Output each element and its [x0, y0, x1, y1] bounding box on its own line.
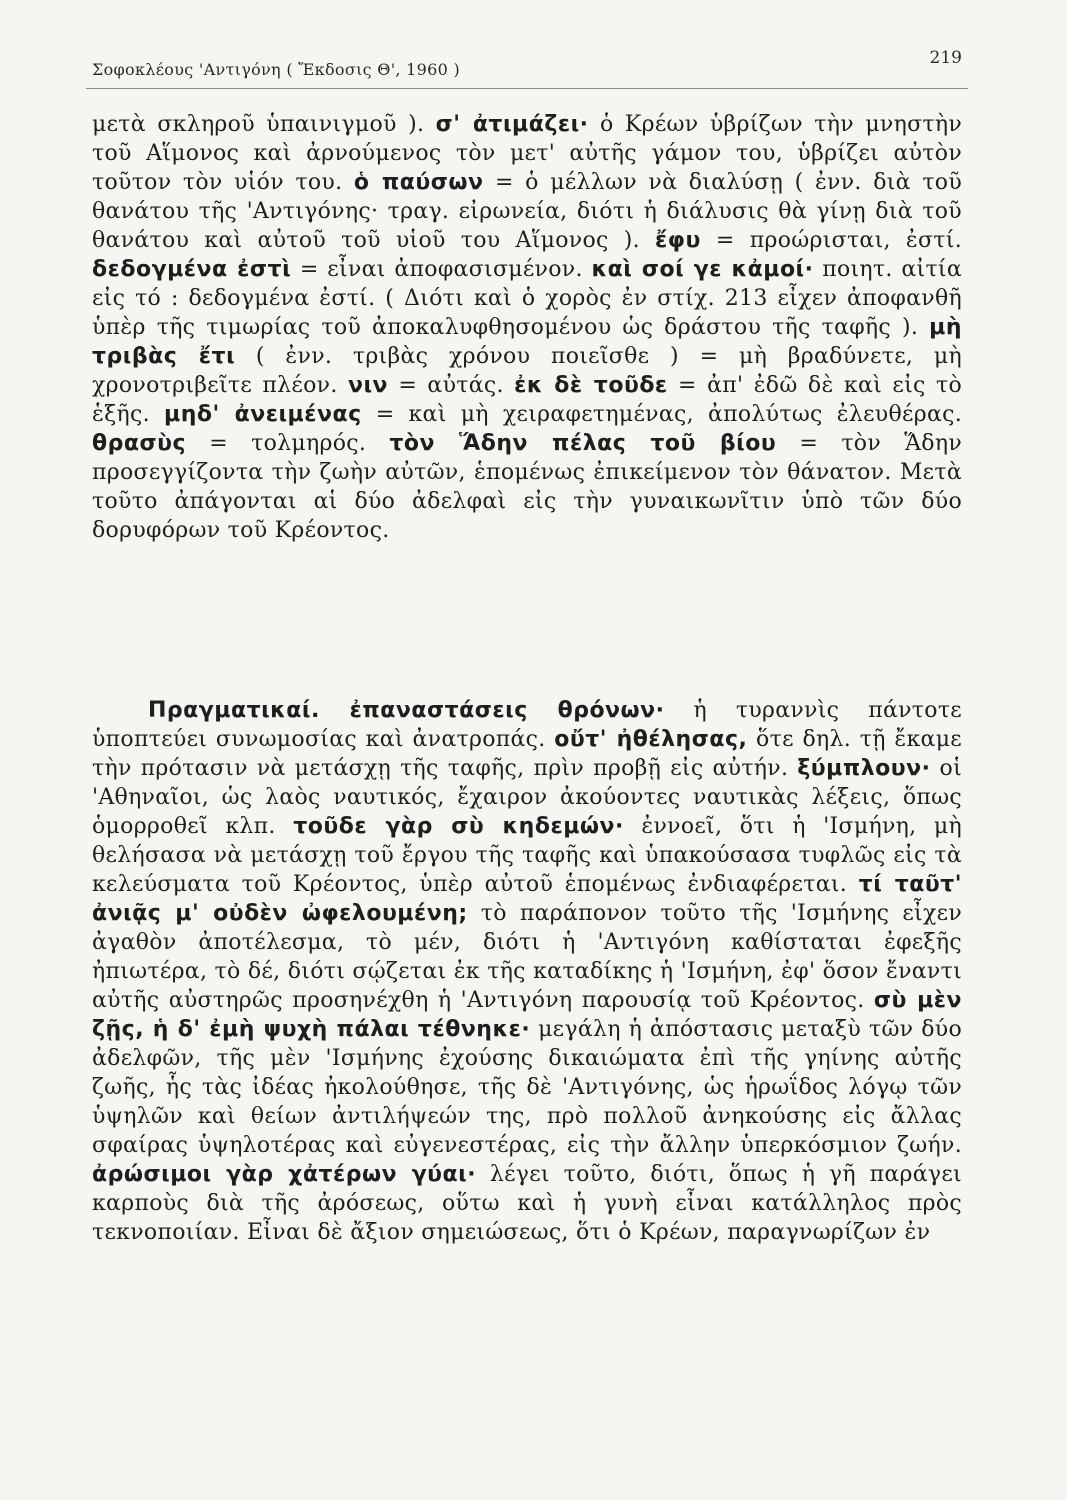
lemma-term: μὴ τριβὰς ἔτι: [92, 315, 962, 369]
lemma-term: δεδογμένα ἐστὶ: [92, 257, 292, 282]
commentary-paragraph: [92, 696, 962, 1247]
commentary-text: τὸ παράπονον τοῦτο τῆς 'Ισμήνης εἶχεν ἀγαθὸν ἀποτέλεσμα, τὸ μέν, διότι ἡ 'Αντιγόνη καθίσταται ἐφεξῆς ἠπιωτέρα, τὸ δέ, διότι σῴζεται ἐκ τῆς καταδίκης ἡ 'Ισμήνη, ἐφ' ὅσον ἔναντι αὐτῆς αὐστηρῶς προσηνέχθη ἡ 'Αντιγόνη παρουσίᾳ τοῦ Κρέοντος.: [92, 901, 962, 1013]
lemma-term: τοῦδε γὰρ σὺ κηδεμών·: [293, 814, 624, 839]
page-number: 219: [929, 48, 962, 68]
commentary-text: = τὸν Ἅδην προσεγγίζοντα τὴν ζωὴν αὐτῶν, ἑπομένως ἐπικείμενον τὸν θάνατον. Μετὰ τοῦτο ἀπάγονται αἱ δύο ἀδελφαὶ εἰς τὴν γυναικωνῖτιν ὑπὸ τῶν δύο δορυφόρων τοῦ Κρέοντος.: [92, 431, 962, 543]
commentary-text: = καὶ μὴ χειραφετημένας, ἀπολύτως ἐλευθέρας.: [361, 402, 963, 427]
commentary-text: ὅτε δηλ. τῇ ἔκαμε τὴν πρότασιν νὰ μετάσχῃ τῆς ταφῆς, πρὶν προβῇ εἰς αὐτήν.: [92, 727, 962, 781]
commentary-text: μετὰ σκληροῦ ὑπαινιγμοῦ ).: [92, 112, 436, 137]
header-rule: [86, 88, 968, 89]
commentary-text: = ὁ μέλλων νὰ διαλύσῃ ( ἐνν. διὰ τοῦ θανάτου τῆς 'Αντιγόνης· τραγ. εἰρωνεία, διότι ἡ διάλυσις θὰ γίνῃ διὰ τοῦ θανάτου καὶ αὐτοῦ τοῦ υἱοῦ του Αἵμονος ).: [92, 170, 963, 253]
lemma-term: ὁ παύσων: [353, 170, 484, 195]
running-header: [92, 46, 962, 86]
commentary-paragraph: [92, 110, 962, 545]
commentary-text: ἐννοεῖ, ὅτι ἡ 'Ισμήνη, μὴ θελήσασα νὰ μετάσχῃ τοῦ ἔργου τῆς ταφῆς καὶ ὑπακούσασα τυφλῶς εἰς τὰ κελεύσματα τοῦ Κρέοντος, ὑπὲρ αὐτοῦ ἑπομένως ἐνδιαφέρεται.: [92, 814, 962, 897]
commentary-text: ὁ Κρέων ὑβρίζων τὴν μνηστὴν τοῦ Αἵμονος καὶ ἀρνούμενος τὸν μετ' αὐτῆς γάμον του, ὑβρίζει αὐτὸν τοῦτον τὸν υἱόν του.: [92, 112, 963, 195]
lemma-term: μηδ' ἀνειμένας: [164, 402, 362, 427]
lemma-term: τὸν Ἅδην πέλας τοῦ βίου: [389, 431, 777, 456]
header-title: Σοφοκλέους 'Αντιγόνη ( Ἔκδοσις Θ', 1960 ): [92, 60, 461, 79]
commentary-text: ( ἐνν. τριβὰς χρόνου ποιεῖσθε ) = μὴ βραδύνετε, μὴ χρονοτριβεῖτε πλέον.: [92, 344, 962, 398]
lemma-term: καὶ σοί γε κἀμοί·: [591, 257, 814, 282]
lemma-term: Πραγματικαί. ἐπαναστάσεις θρόνων·: [148, 698, 665, 723]
commentary-text: = αὐτάς.: [388, 373, 515, 398]
lemma-term: θρασὺς: [92, 431, 187, 456]
lemma-term: σ' ἀτιμάζει·: [435, 112, 589, 137]
commentary-text: ποιητ. αἰτία εἰς τό : δεδογμένα ἐστί. ( Διότι καὶ ὁ χορὸς ἐν στίχ. 213 εἶχεν ἀποφανθῆ ὑπὲρ τῆς τιμωρίας τοῦ ἀποκαλυφθησομένου ὡς δράστου τῆς ταφῆς ).: [92, 257, 963, 340]
commentary-text: = ἀπ' ἐδῶ δὲ καὶ εἰς τὸ ἑξῆς.: [92, 373, 962, 427]
commentary-text: ἡ τυραννὶς πάντοτε ὑποπτεύει συνωμοσίας καὶ ἀνατροπάς.: [92, 698, 962, 752]
lemma-term: τί ταῦτ' ἀνιᾷς μ' οὐδὲν ὠφελουμένη;: [92, 872, 962, 926]
lemma-term: ἔφυ: [655, 228, 701, 253]
commentary-text: λέγει τοῦτο, διότι, ὅπως ἡ γῆ παράγει καρποὺς διὰ τῆς ἀρόσεως, οὕτω καὶ ἡ γυνὴ εἶναι κατάλληλος πρὸς τεκνοποιίαν. Εἶναι δὲ ἄξιον σημειώσεως, ὅτι ὁ Κρέων, παραγνωρίζων ἐν: [92, 1162, 962, 1245]
commentary-text: = προώρισται, ἐστί.: [700, 228, 963, 253]
lemma-term: ξύμπλουν·: [797, 756, 931, 781]
commentary-text: = εἶναι ἀποφασισμένον.: [291, 257, 592, 282]
commentary-text: μεγάλη ἡ ἀπόστασις μεταξὺ τῶν δύο ἀδελφῶν, τῆς μὲν 'Ισμήνης ἐχούσης δικαιώματα ἐπὶ τῆς γηίνης αὐτῆς ζωῆς, ἧς τὰς ἰδέας ἠκολούθησε, τῆς δὲ 'Αντιγόνης, ὡς ἡρωΐδος λόγῳ τῶν ὑψηλῶν καὶ θείων ἀντιλήψεών της, πρὸ πολλοῦ ἀνηκούσης εἰς ἄλλας σφαίρας ὑψηλοτέρας καὶ εὐγενεστέρας, εἰς τὴν ἄλλην ὑπερκόσμιον ζωήν.: [92, 1017, 962, 1158]
lemma-term: σὺ μὲν ζῇς, ἡ δ' ἐμὴ ψυχὴ πάλαι τέθνηκε·: [92, 988, 962, 1042]
commentary-text: οἱ 'Αθηναῖοι, ὡς λαὸς ναυτικός, ἔχαιρον ἀκούοντες ναυτικὰς λέξεις, ὅπως ὁμορροθεῖ κλπ.: [92, 756, 963, 839]
lemma-term: ἀρώσιμοι γὰρ χἀτέρων γύαι·: [92, 1162, 477, 1187]
lemma-term: νιν: [347, 373, 389, 398]
lemma-term: οὔτ' ἠθέλησας,: [554, 727, 748, 752]
lemma-term: ἐκ δὲ τοῦδε: [514, 373, 668, 398]
commentary-text: = τολμηρός.: [186, 431, 390, 456]
